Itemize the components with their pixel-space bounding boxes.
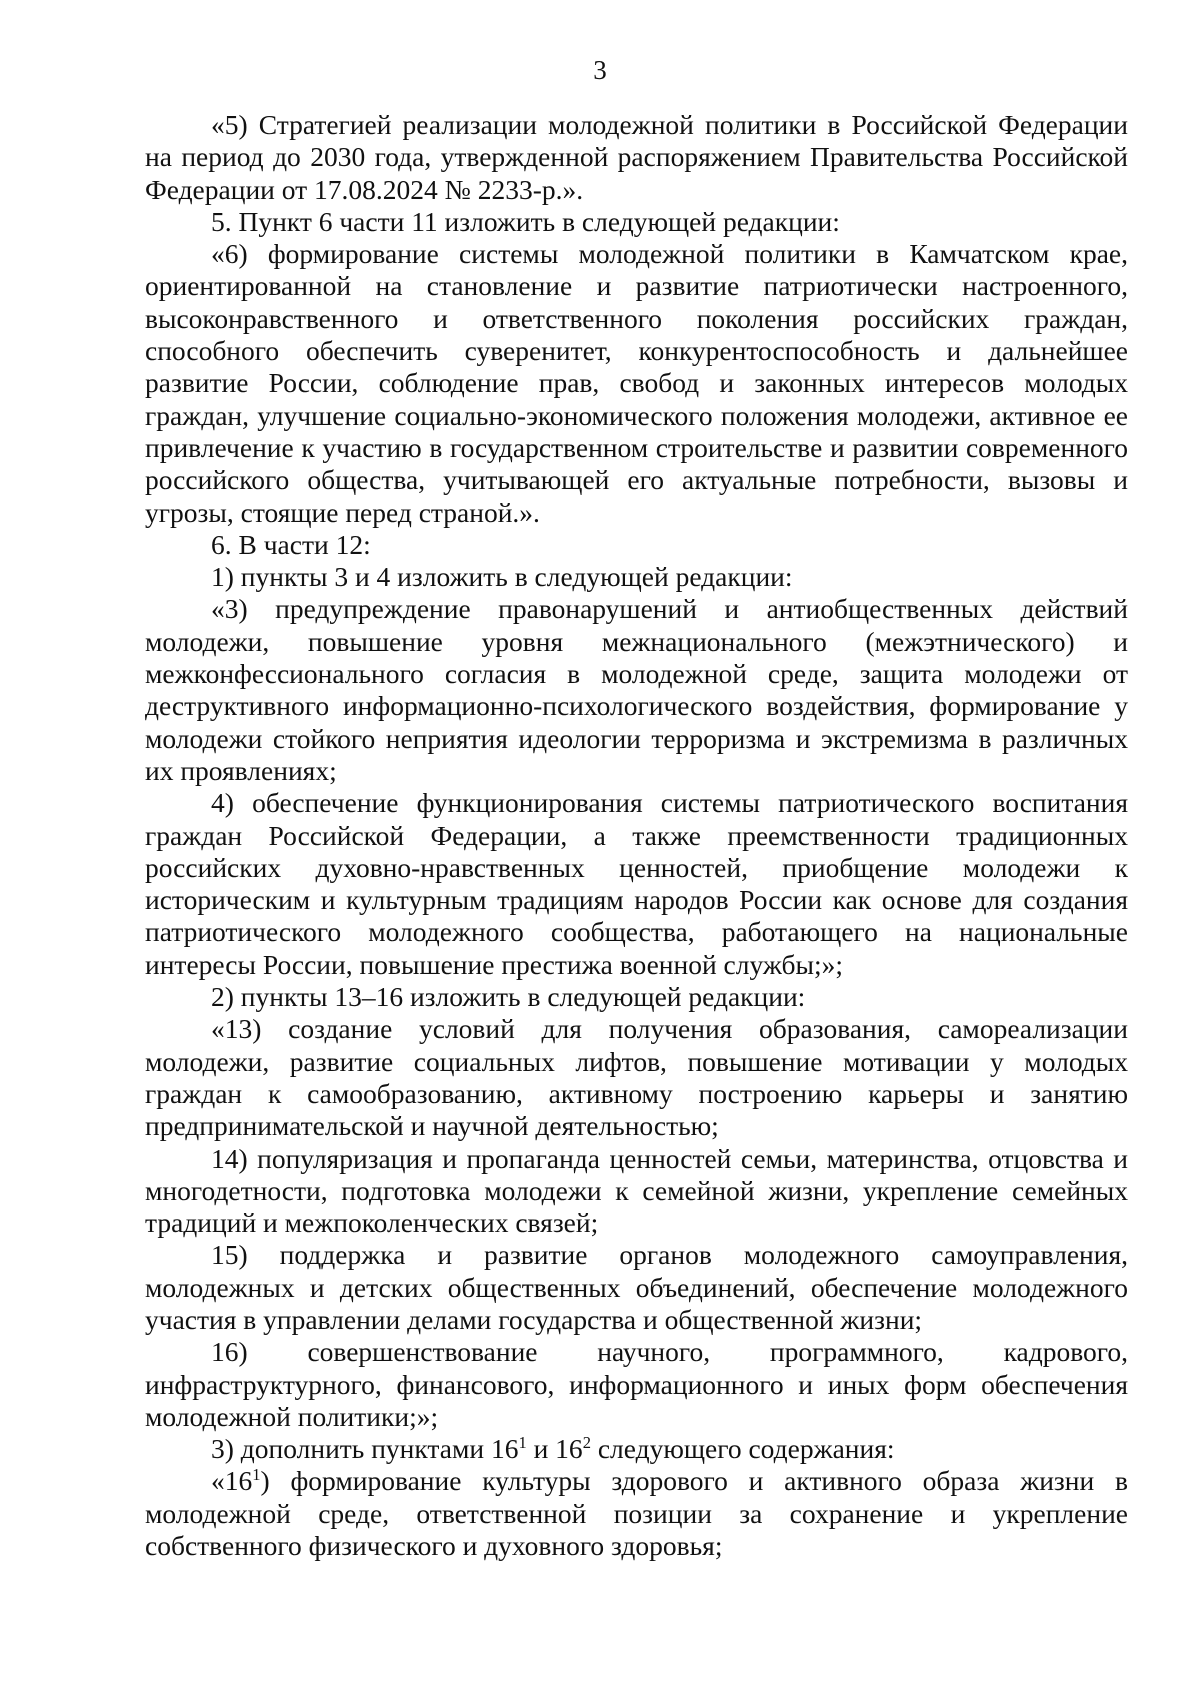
page-number: 3 [593,55,607,85]
paragraph-point-16-1: «$16^1$) формирование культуры здорового и активного образа жизни в молодежной среде, ответственной позиции за сохранение и укрепление собственного физического и духовного здоровья; [145,1465,1128,1562]
paragraph-item-5: 5. Пункт 6 части 11 изложить в следующей редакции: [211,205,840,237]
paragraph-point-3: «3) предупреждение правонарушений и антиобщественных действий молодежи, повышение уровня межнационального (межэтнического) и межконфессионального согласия в молодежной среде, защита молодежи от деструктивного информационно-психологического воздействия, формирование у молодежи стойкого неприятия идеологии терроризма и экстремизма в различных их проявлениях; [145,593,1128,786]
paragraph-item-6: 6. В части 12: [211,528,371,560]
superscript: 1 [518,1433,527,1453]
paragraph-subitem-2: 2) пункты 13–16 изложить в следующей редакции: [211,981,806,1013]
paragraph-subitem-3: 3) дополнить пунктами $16^1$ и $16^2$ следующего содержания: [211,1433,895,1465]
paragraph-point-14: 14) популяризация и пропаганда ценностей семьи, материнства, отцовства и многодетности, подготовка молодежи к семейной жизни, укрепление семейных традиций и межпоколенческих связей; [145,1142,1128,1239]
paragraph-point-4: 4) обеспечение функционирования системы патриотического воспитания граждан Российской Федерации, а также преемственности традиционных российских духовно-нравственных ценностей, приобщение молодежи к историческим и культурным традициям народов России как основе для создания патриотического молодежного сообщества, работающего на национальные интересы России, повышение престижа военной службы;»; [145,787,1128,980]
document-body [145,109,1128,1562]
paragraph-point-15: 15) поддержка и развитие органов молодежного самоуправления, молодежных и детских общественных объединений, обеспечение молодежного участия в управлении делами государства и общественной жизни; [145,1239,1128,1335]
paragraph-point-6: «6) формирование системы молодежной политики в Камчатском крае, ориентированной на становление и развитие патриотически настроенного, высоконравственного и ответственного поколения российских граждан, способного обеспечить суверенитет, конкурентоспособность и дальнейшее развитие России, соблюдение прав, свобод и законных интересов молодых граждан, улучшение социально-экономического положения молодежи, активное ее привлечение к участию в государственном строительстве и развитии современного российского общества, учитывающей его актуальные потребности, вызовы и угрозы, стоящие перед страной.». [145,238,1128,528]
superscript: 1 [252,1465,261,1485]
paragraph-subitem-1: 1) пункты 3 и 4 изложить в следующей редакции: [211,561,793,593]
paragraph-point-13: «13) создание условий для получения образования, самореализации молодежи, развитие социальных лифтов, повышение мотивации у молодых граждан к самообразованию, активному построению карьеры и занятию предпринимательской и научной деятельностью; [145,1013,1128,1142]
paragraph-strategy-reference: «5) Стратегией реализации молодежной политики в Российской Федерации на период до 2030 года, утвержденной распоряжением Правительства Российской Федерации от 17.08.2024 № 2233-р.». [145,109,1128,205]
paragraph-point-16: 16) совершенствование научного, программного, кадрового, инфраструктурного, финансового, информационного и иных форм обеспечения молодежной политики;»; [145,1336,1128,1432]
superscript: 2 [582,1433,591,1453]
